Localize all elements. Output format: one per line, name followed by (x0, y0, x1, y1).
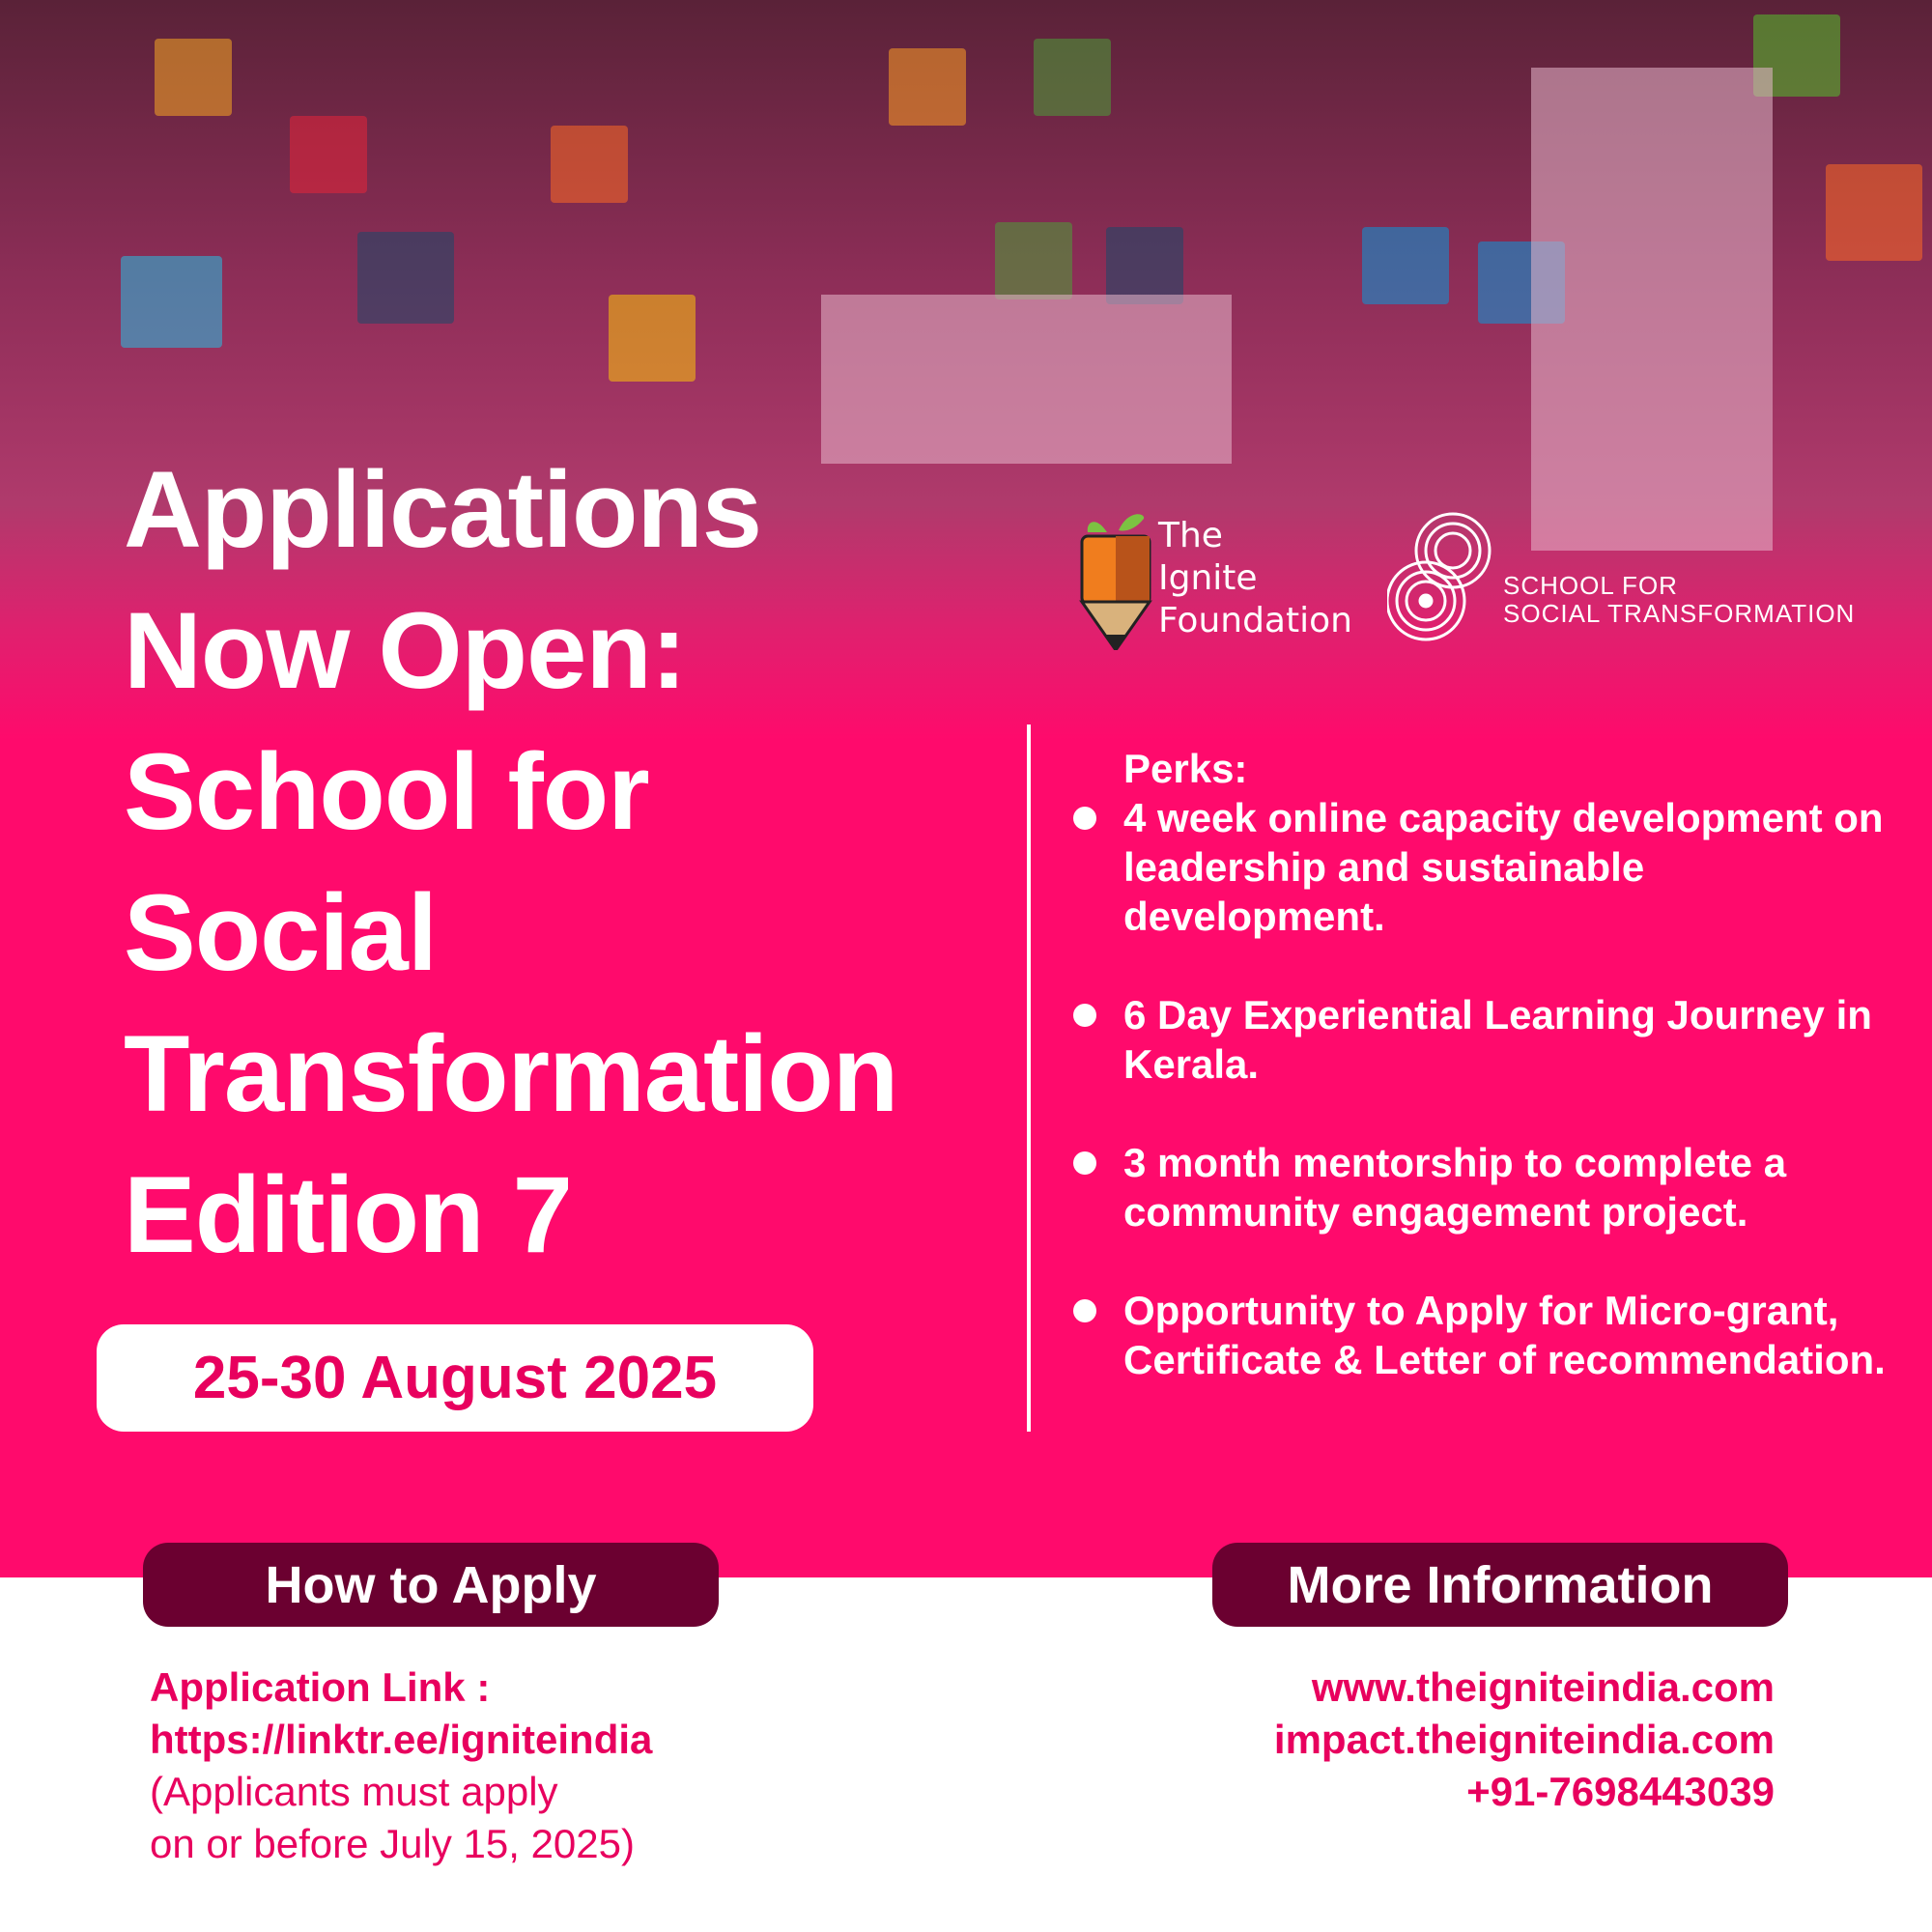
sdg-sign (551, 126, 628, 203)
school-for-social-transformation-logo (1387, 512, 1856, 647)
standee-banner (1531, 68, 1773, 551)
sdg-sign (889, 48, 966, 126)
sdg-sign (1362, 227, 1449, 304)
bullet-icon (1073, 807, 1096, 830)
more-information-heading (1212, 1543, 1788, 1627)
pencil-icon (1078, 505, 1155, 650)
bullet-icon (1073, 1151, 1096, 1175)
headline-line: Social (124, 872, 437, 993)
application-info (150, 1662, 652, 1870)
bullet-icon (1073, 1004, 1096, 1027)
sdg-sign (1826, 164, 1922, 261)
perk-item (1123, 990, 1896, 1089)
website-link[interactable]: www.theigniteindia.com (1311, 1664, 1775, 1710)
perk-text: 4 week online capacity development on leadership and sustainable development. (1123, 795, 1884, 939)
headline-line: School for (124, 731, 649, 852)
sdg-sign (995, 222, 1072, 299)
headline-line: Now Open: (124, 590, 687, 711)
contact-info (1274, 1662, 1775, 1818)
deadline-note: on or before July 15, 2025) (150, 1821, 635, 1866)
headline-line: Applications (124, 449, 762, 570)
winter-school-banner (821, 295, 1232, 464)
divider (1027, 724, 1031, 1432)
logo-text: Foundation (1158, 601, 1352, 640)
perks-section (1123, 744, 1896, 1382)
ignite-foundation-logo (1078, 505, 1352, 655)
concentric-circles-icon (1387, 512, 1495, 642)
deadline-note: (Applicants must apply (150, 1769, 558, 1814)
perks-title: Perks: (1123, 746, 1248, 791)
perk-item (1123, 1138, 1896, 1236)
application-link-label: Application Link : (150, 1664, 491, 1710)
headline (124, 440, 897, 1286)
logo-text: Ignite (1158, 558, 1258, 598)
logo-text: SOCIAL TRANSFORMATION (1503, 599, 1856, 628)
perk-text: Opportunity to Apply for Micro-grant, Certificate & Letter of recommendation. (1123, 1288, 1886, 1382)
sdg-sign (1106, 227, 1183, 304)
perk-text: 6 Day Experiential Learning Journey in Kerala. (1123, 992, 1872, 1087)
sdg-sign (609, 295, 696, 382)
sdg-sign (290, 116, 367, 193)
heading-text: More Information (1287, 1555, 1714, 1614)
date-badge (97, 1324, 813, 1432)
application-link[interactable]: https://linktr.ee/igniteindia (150, 1717, 653, 1762)
heading-text: How to Apply (265, 1555, 597, 1614)
headline-line: Edition 7 (124, 1154, 572, 1275)
bullet-icon (1073, 1299, 1096, 1322)
perk-item (1123, 1286, 1896, 1384)
logo-text: The (1158, 516, 1223, 555)
date-text: 25-30 August 2025 (192, 1345, 718, 1411)
logo-text: SCHOOL FOR (1503, 571, 1678, 600)
headline-line: Transformation (124, 1013, 898, 1134)
sdg-sign (357, 232, 454, 324)
impact-website-link[interactable]: impact.theigniteindia.com (1273, 1717, 1775, 1762)
perk-text: 3 month mentorship to complete a community engagement project. (1123, 1140, 1787, 1235)
perk-item (1123, 793, 1896, 941)
phone-number[interactable]: +91-7698443039 (1466, 1769, 1775, 1814)
sdg-sign (121, 256, 222, 348)
sdg-sign (1034, 39, 1111, 116)
sdg-sign (155, 39, 232, 116)
how-to-apply-heading (143, 1543, 719, 1627)
